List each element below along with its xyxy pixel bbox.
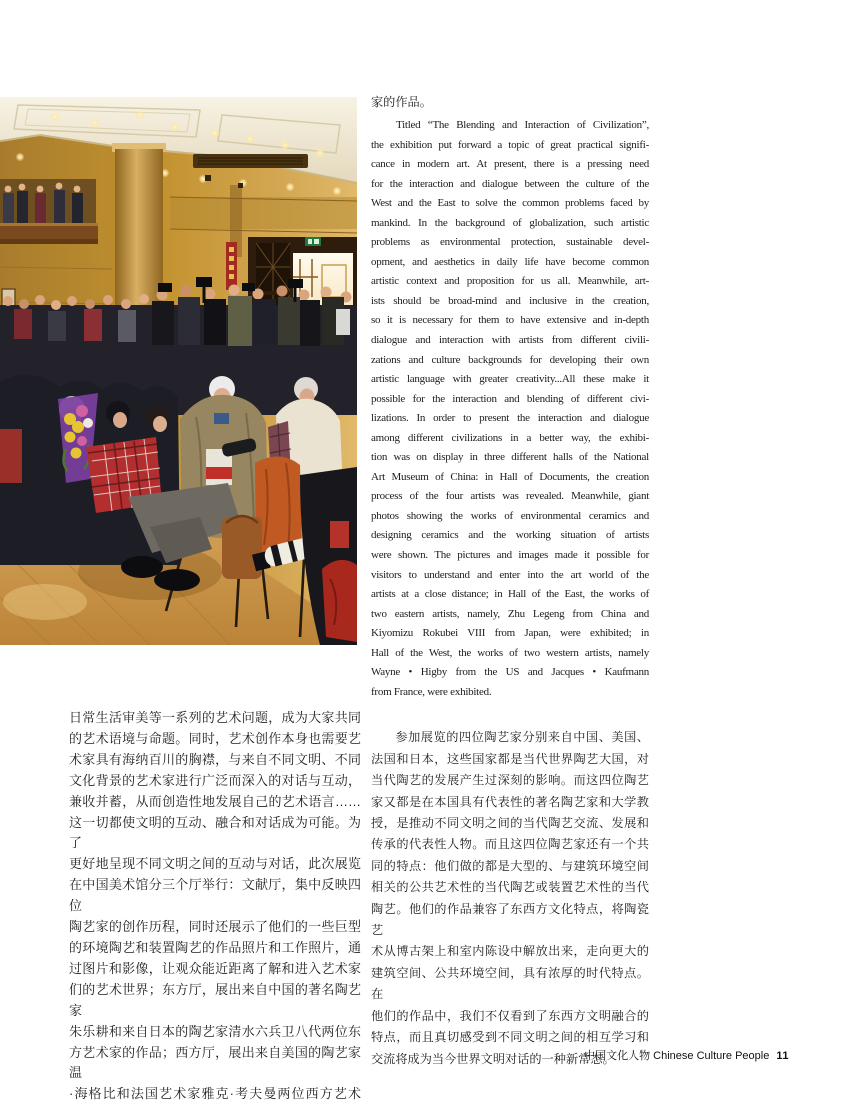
text-line: possible for the interaction and blending of different civi- (371, 392, 649, 405)
text-line: for the interaction and dialogue between the culture of the (371, 177, 649, 190)
chinese-overflow-line: 家的作品。 (371, 95, 432, 109)
text-line: 兼收并蓄，从而创造性地发展自己的艺术语言…… (69, 793, 361, 809)
text-line: West and the East to solve the common problems faced by (371, 197, 649, 210)
text-line: 术家具有海纳百川的胸襟，与来自不同文明、不同 (69, 751, 361, 767)
right-text-column (371, 92, 649, 1070)
text-line: problems as environmental protection, sustainable devel- (371, 236, 649, 249)
text-line: cance in modern art. At present, there is a pressing need (371, 158, 649, 171)
text-line: artists at a close distance; in Hall of the East, the works of (371, 588, 649, 601)
text-line: artistic language with greater creativity...All these make it (371, 373, 649, 386)
text-line: 这一切都使文明的互动、融合和对话成为可能。为了 (69, 814, 361, 851)
text-line: 相关的公共艺术性的当代陶艺或装置艺术性的当代 (371, 880, 649, 895)
text-line: Art Museum of China: in Hall of Documents, the creation (371, 470, 649, 483)
exit-sign (305, 237, 321, 246)
text-line: 同的特点：他们做的都是大型的、与建筑环境空间 (371, 858, 649, 873)
event-photo (0, 97, 357, 645)
text-line: 的艺术语境与命题。同时，艺术创作本身也需要艺 (69, 730, 361, 746)
text-line: photos showing the works of environmental ceramics and (371, 509, 649, 522)
text-line: the exhibition put forward a topic of great practical signifi- (371, 138, 649, 151)
text-line: 授，是推动不同文明之间的当代陶艺交流、发展和 (371, 816, 649, 831)
text-line: 他们的作品中，我们不仅看到了东西方文明融合的 (371, 1008, 649, 1023)
text-line: 日常生活审美等一系列的艺术问题，成为大家共同 (69, 710, 361, 725)
footer-journal-title: 中国文化人物 Chinese Culture People (584, 1050, 770, 1062)
event-photo-illustration (0, 97, 357, 645)
text-line: 当代陶艺的发展产生过深刻的影响。而这四位陶艺 (371, 773, 649, 788)
text-line: ·海格比和法国艺术家雅克·考夫曼两位西方艺术 (69, 1086, 361, 1102)
text-line: tion was on display in three different halls of the National (371, 451, 649, 464)
text-line: 的环境陶艺和装置陶艺的作品照片和工作照片，通 (69, 939, 361, 955)
text-line: 更好地呈现不同文明之间的互动与对话，此次展览 (69, 856, 361, 872)
page-footer (584, 1047, 789, 1063)
text-line: from France, were exhibited. (371, 685, 492, 698)
text-line: Titled “The Blending and Interaction of Civilization”, (396, 119, 649, 131)
text-line: 陶艺。他们的作品兼容了东西方文化特点，将陶瓷艺 (371, 901, 649, 938)
text-line: 法国和日本，这些国家都是当代世界陶艺大国，对 (371, 751, 649, 766)
text-line: 参加展览的四位陶艺家分别来自中国、美国、 (395, 730, 649, 745)
text-line: artistic context and proposition for us all. Meanwhile, art- (371, 275, 649, 288)
text-line: 建筑空间、公共环境空间，具有浓厚的时代特点。在 (371, 965, 649, 1002)
text-line: lizations. In order to present the interaction and dialogue (371, 412, 649, 425)
text-line: dialogue and interaction with artists from different civili- (371, 334, 649, 347)
text-line: 文化背景的艺术家进行广泛而深入的对话与互动， (69, 772, 361, 788)
text-line: ists should be broad-mind and inclusive in the creation, (371, 294, 649, 307)
text-line: so it is necessary for them to have extensive and in-depth (371, 314, 649, 327)
text-line: two eastern artists, namely, Zhu Legeng from China and (371, 607, 649, 620)
stone-column (112, 143, 166, 314)
red-plaque (226, 242, 237, 290)
footer-page-number: 11 (776, 1050, 789, 1062)
text-line: process of the four artists was revealed. Meanwhile, giant (371, 490, 649, 503)
text-line: 们的艺术世界；东方厅，展出来自中国的著名陶艺家 (69, 981, 361, 1018)
text-line: opment, and aesthetics in daily life have become common (371, 255, 649, 268)
text-line: zations and culture backgrounds for developing their own (371, 353, 649, 366)
text-line: 传承的代表性人物。而且这四位陶艺家还有一个共 (371, 837, 649, 852)
text-line: mankind. In the background of globalization, such artistic (371, 216, 649, 229)
text-line: 在中国美术馆分三个厅举行：文献厅，集中反映四位 (69, 877, 361, 914)
text-line: Hall of the West, the works of two western artists, namely (371, 646, 649, 659)
text-line: designing ceramics and the working situation of artists (371, 529, 649, 542)
text-line: among different civilizations in a better way, the exhibi- (371, 431, 649, 444)
text-line: 朱乐耕和来自日本的陶艺家清水六兵卫八代两位东 (69, 1023, 361, 1039)
text-line: 家又都是在本国具有代表性的著名陶艺家和大学教 (371, 794, 649, 809)
text-line: 特点，而且真切感受到不同文明之间的相互学习和 (371, 1030, 649, 1045)
text-line: 过图片和影像，让观众能近距离了解和进入艺术家 (69, 960, 361, 976)
right-chinese-paragraph (371, 727, 649, 1070)
text-line: 陶艺家的创作历程，同时还展示了他们的一些巨型 (69, 919, 361, 935)
text-line: Kiyomizu Rokubei VIII from Japan, were exhibited; in (371, 627, 649, 640)
text-line: Wayne • Higby from the US and Jacques • Kaufmann (371, 666, 649, 679)
english-paragraph (371, 116, 649, 702)
left-text-column (69, 708, 361, 1102)
text-line: were shown. The pictures and images made it possible for (371, 549, 649, 562)
text-line: 方艺术家的作品；西方厅，展出来自美国的陶艺家温 (69, 1044, 361, 1081)
text-line: 交流将成为当今世界文明对话的一种新常态。 (371, 1051, 615, 1066)
text-line: visitors to understand and enter into the art world of the (371, 568, 649, 581)
text-line: 术从博古架上和室内陈设中解放出来，走向更大的 (371, 944, 649, 959)
wall-vent (193, 154, 308, 168)
